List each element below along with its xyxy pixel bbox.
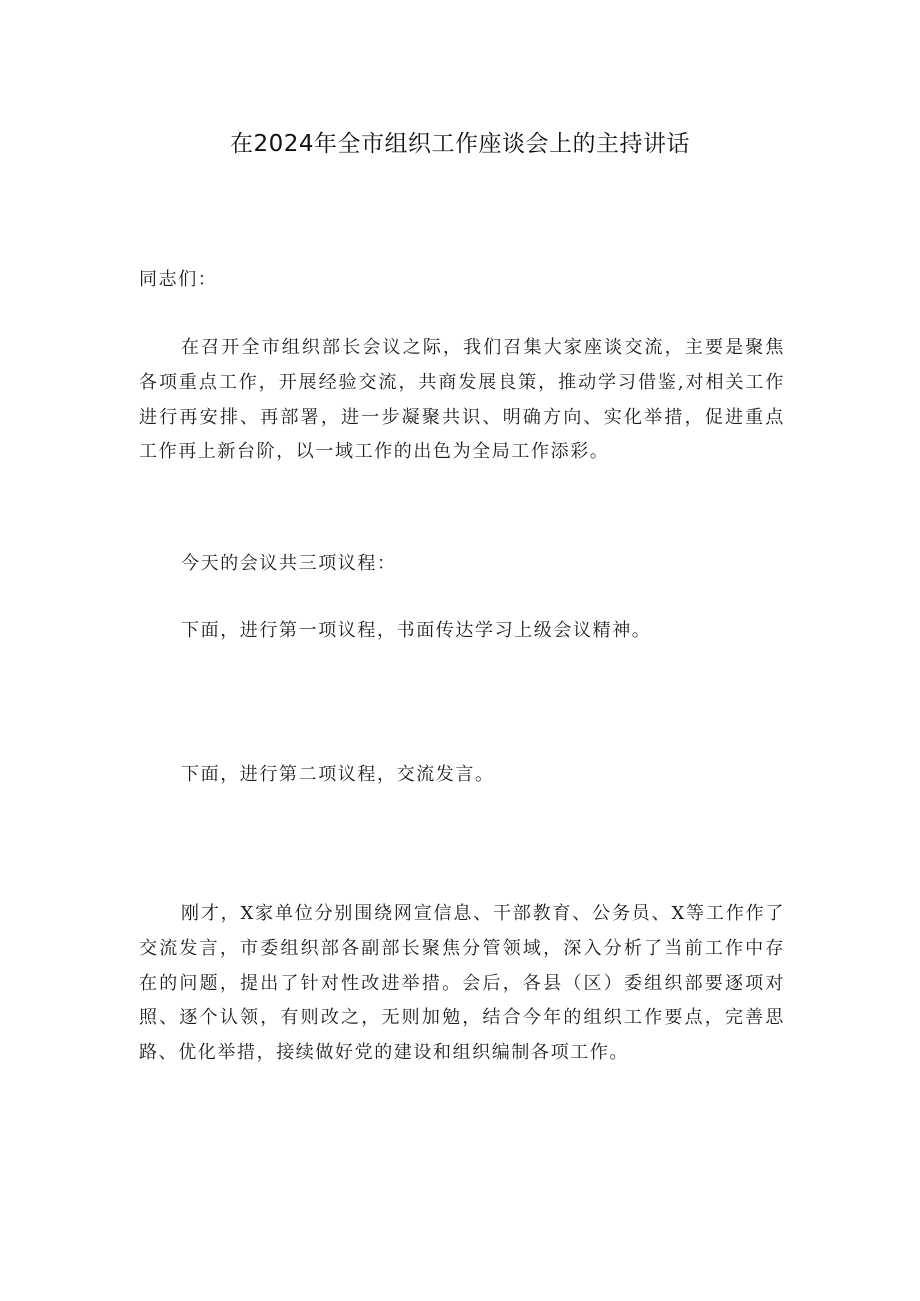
salutation: 同志们： bbox=[139, 269, 218, 290]
paragraph-agenda-intro: 今天的会议共三项议程： bbox=[181, 553, 397, 574]
document-title: 在2024年全市组织工作座谈会上的主持讲话 bbox=[229, 131, 691, 157]
paragraph-agenda-item-2: 下面，进行第二项议程，交流发言。 bbox=[181, 764, 495, 785]
paragraph-opening: 在召开全市组织部长会议之际，我们召集大家座谈交流，主要是聚焦各项重点工作，开展经验交流，共商发展良策，推动学习借鉴,对相关工作进行再安排、再部署，进一步凝聚共识、明确方向、实化举措，促进重点工作再上新台阶，以一域工作的出色为全局工作添彩。 bbox=[139, 337, 785, 463]
paragraph-summary: 刚才，X家单位分别围绕网宣信息、干部教育、公务员、X等工作作了交流发言，市委组织部各副部长聚焦分管领域，深入分析了当前工作中存在的问题，提出了针对性改进举措。会后，各县（区）委组织部要逐项对照、逐个认领，有则改之，无则加勉，结合今年的组织工作要点，完善思路、优化举措，接续做好党的建设和组织编制各项工作。 bbox=[139, 903, 785, 1064]
paragraph-agenda-item-1: 下面，进行第一项议程，书面传达学习上级会议精神。 bbox=[181, 620, 652, 641]
